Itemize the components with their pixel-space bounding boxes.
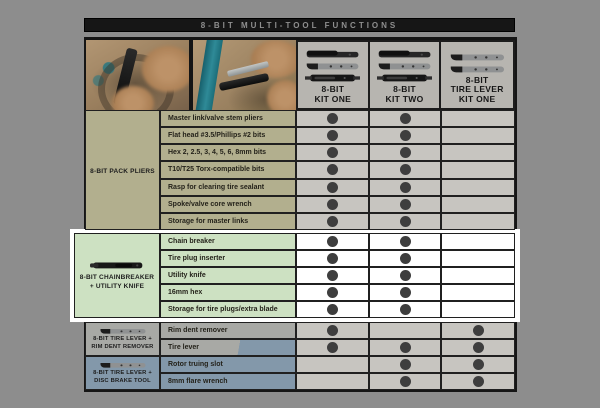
tire-lever-kit-one-cell	[441, 213, 515, 230]
table-row	[160, 127, 515, 144]
function-rows-pack-pliers	[160, 110, 515, 230]
tire-lever-kit-one-cell	[441, 373, 515, 390]
multitool-icon	[305, 49, 360, 59]
included-dot-icon	[400, 164, 411, 175]
function-label: Chain breaker	[160, 233, 296, 250]
included-dot-icon	[400, 113, 411, 124]
function-rows-chainbreaker	[160, 233, 515, 318]
included-dot-icon	[400, 147, 411, 158]
tire-lever-icon	[449, 64, 506, 74]
table-row	[160, 196, 515, 213]
kit-one-cell	[296, 161, 369, 178]
table-row	[160, 233, 515, 250]
included-dot-icon	[327, 216, 338, 227]
included-dot-icon	[327, 199, 338, 210]
kit-one-cell	[296, 144, 369, 161]
included-dot-icon	[473, 342, 484, 353]
group-label: 8-BIT PACK PLIERS	[90, 167, 155, 175]
function-label: Tire plug inserter	[160, 250, 296, 267]
included-dot-icon	[400, 304, 411, 315]
function-label: Tire lever	[160, 339, 296, 356]
table-row	[160, 373, 515, 390]
kit-two-cell	[369, 196, 441, 213]
included-dot-icon	[473, 376, 484, 387]
tire-lever-kit-one-cell	[441, 196, 515, 213]
function-label: 16mm hex	[160, 284, 296, 301]
function-label: Spoke/valve core wrench	[160, 196, 296, 213]
kit-two-cell	[369, 356, 441, 373]
kit-two-cell	[369, 250, 441, 267]
included-dot-icon	[473, 325, 484, 336]
tire-lever-icon	[449, 52, 506, 62]
kit-one-cell	[296, 127, 369, 144]
tire-lever-kit-one-cell	[441, 161, 515, 178]
photo-hands-holding-multitool	[86, 40, 189, 110]
group-label: 8-BIT TIRE LEVER + DISC BRAKE TOOL	[93, 369, 152, 384]
bike-frame-shape	[194, 40, 223, 110]
comparison-panel	[79, 37, 517, 392]
function-label: Hex 2, 2.5, 3, 4, 5, 6, 8mm bits	[160, 144, 296, 161]
included-dot-icon	[400, 376, 411, 387]
page-title: 8-BIT MULTI-TOOL FUNCTIONS	[84, 18, 515, 32]
included-dot-icon	[327, 164, 338, 175]
tire-lever-icon	[99, 361, 147, 369]
included-dot-icon	[327, 182, 338, 193]
kit-name: 8-BIT TIRE LEVER KIT ONE	[450, 74, 504, 105]
kit-two-cell	[369, 110, 441, 127]
kit-one-cell	[296, 267, 369, 284]
function-rows-disc-brake	[160, 356, 515, 390]
kit-column-2	[370, 42, 442, 108]
included-dot-icon	[327, 342, 338, 353]
tire-lever-kit-one-cell	[441, 301, 515, 318]
kit-one-cell	[296, 250, 369, 267]
table-row	[160, 301, 515, 318]
table-row	[160, 110, 515, 127]
function-label: Rim dent remover	[160, 322, 296, 339]
function-label: Storage for master links	[160, 213, 296, 230]
group-tire-lever-rim-dent-remover	[85, 322, 160, 356]
function-label: T10/T25 Torx-compatible bits	[160, 161, 296, 178]
kit-two-cell	[369, 233, 441, 250]
function-label: Storage for tire plugs/extra blade	[160, 301, 296, 318]
tire-lever-icon	[377, 61, 432, 71]
kit-one-cell	[296, 213, 369, 230]
table-row	[160, 179, 515, 196]
tire-lever-kit-one-cell	[441, 144, 515, 161]
kit-two-cell	[369, 213, 441, 230]
table-row	[160, 250, 515, 267]
function-label: Master link/valve stem pliers	[160, 110, 296, 127]
included-dot-icon	[327, 236, 338, 247]
included-dot-icon	[327, 287, 338, 298]
kit-one-cell	[296, 196, 369, 213]
kit-one-cell	[296, 284, 369, 301]
included-dot-icon	[400, 253, 411, 264]
table-row	[160, 213, 515, 230]
kit-two-cell	[369, 339, 441, 356]
tire-lever-kit-one-cell	[441, 110, 515, 127]
kit-two-cell	[369, 373, 441, 390]
group-tire-lever-disc-brake-tool	[85, 356, 160, 390]
included-dot-icon	[400, 130, 411, 141]
included-dot-icon	[473, 359, 484, 370]
tire-lever-kit-one-cell	[441, 233, 515, 250]
table-row	[160, 322, 515, 339]
included-dot-icon	[400, 182, 411, 193]
kit-tool-stack	[377, 49, 432, 83]
function-label: Utility knife	[160, 267, 296, 284]
kit-column-3	[441, 42, 513, 108]
pliers-icon	[305, 73, 360, 83]
included-dot-icon	[400, 359, 411, 370]
included-dot-icon	[327, 270, 338, 281]
kit-one-cell	[296, 356, 369, 373]
kit-one-cell	[296, 110, 369, 127]
group-pack-pliers	[85, 110, 160, 230]
kit-two-cell	[369, 267, 441, 284]
kit-name: 8-BIT KIT TWO	[385, 84, 424, 105]
tire-lever-kit-one-cell	[441, 267, 515, 284]
tire-lever-kit-one-cell	[441, 339, 515, 356]
hand-shape	[112, 86, 154, 110]
kit-one-cell	[296, 322, 369, 339]
tire-lever-kit-one-cell	[441, 356, 515, 373]
kit-one-cell	[296, 301, 369, 318]
kit-two-cell	[369, 284, 441, 301]
photo-hands-opening-knife	[193, 40, 296, 110]
hand-shape	[142, 46, 189, 92]
included-dot-icon	[400, 236, 411, 247]
table-row	[160, 356, 515, 373]
pliers-icon	[377, 73, 432, 83]
function-rows-rim-dent	[160, 322, 515, 356]
included-dot-icon	[327, 113, 338, 124]
table-row	[160, 267, 515, 284]
function-label: Flat head #3.5/Phillips #2 bits	[160, 127, 296, 144]
hand-shape	[267, 80, 296, 110]
included-dot-icon	[400, 287, 411, 298]
table-row	[160, 339, 515, 356]
function-label: Rotor truing slot	[160, 356, 296, 373]
tire-lever-kit-one-cell	[441, 322, 515, 339]
included-dot-icon	[327, 253, 338, 264]
tire-lever-kit-one-cell	[441, 284, 515, 301]
tire-lever-kit-one-cell	[441, 250, 515, 267]
kit-one-cell	[296, 373, 369, 390]
kit-tool-stack	[305, 49, 360, 83]
function-label: Rasp for clearing tire sealant	[160, 179, 296, 196]
tire-lever-icon	[305, 61, 360, 71]
group-label: 8-BIT CHAINBREAKER + UTILITY KNIFE	[79, 274, 155, 290]
hand-shape	[251, 40, 296, 78]
included-dot-icon	[327, 325, 338, 336]
included-dot-icon	[327, 130, 338, 141]
kit-column-1	[298, 42, 370, 108]
tire-lever-kit-one-cell	[441, 179, 515, 196]
kit-two-cell	[369, 322, 441, 339]
tire-lever-icon	[99, 327, 147, 335]
kit-two-cell	[369, 127, 441, 144]
included-dot-icon	[327, 304, 338, 315]
group-chainbreaker-utility-knife	[74, 233, 160, 318]
table-row	[160, 284, 515, 301]
tool-body-shape	[219, 73, 270, 91]
table-row	[160, 144, 515, 161]
table-row	[160, 161, 515, 178]
included-dot-icon	[400, 216, 411, 227]
kit-one-cell	[296, 233, 369, 250]
kits-header	[296, 40, 515, 110]
kit-two-cell	[369, 144, 441, 161]
kit-one-cell	[296, 339, 369, 356]
multitool-icon	[377, 49, 432, 59]
included-dot-icon	[400, 342, 411, 353]
group-label: 8-BIT TIRE LEVER + RIM DENT REMOVER	[91, 335, 154, 350]
function-label: 8mm flare wrench	[160, 373, 296, 390]
kit-two-cell	[369, 301, 441, 318]
kit-name: 8-BIT KIT ONE	[314, 84, 352, 105]
kit-tool-stack	[449, 52, 506, 74]
kit-two-cell	[369, 161, 441, 178]
included-dot-icon	[400, 270, 411, 281]
chainbreaker-icon	[90, 260, 144, 270]
included-dot-icon	[327, 147, 338, 158]
tire-lever-kit-one-cell	[441, 127, 515, 144]
included-dot-icon	[400, 199, 411, 210]
kit-two-cell	[369, 179, 441, 196]
kit-one-cell	[296, 179, 369, 196]
